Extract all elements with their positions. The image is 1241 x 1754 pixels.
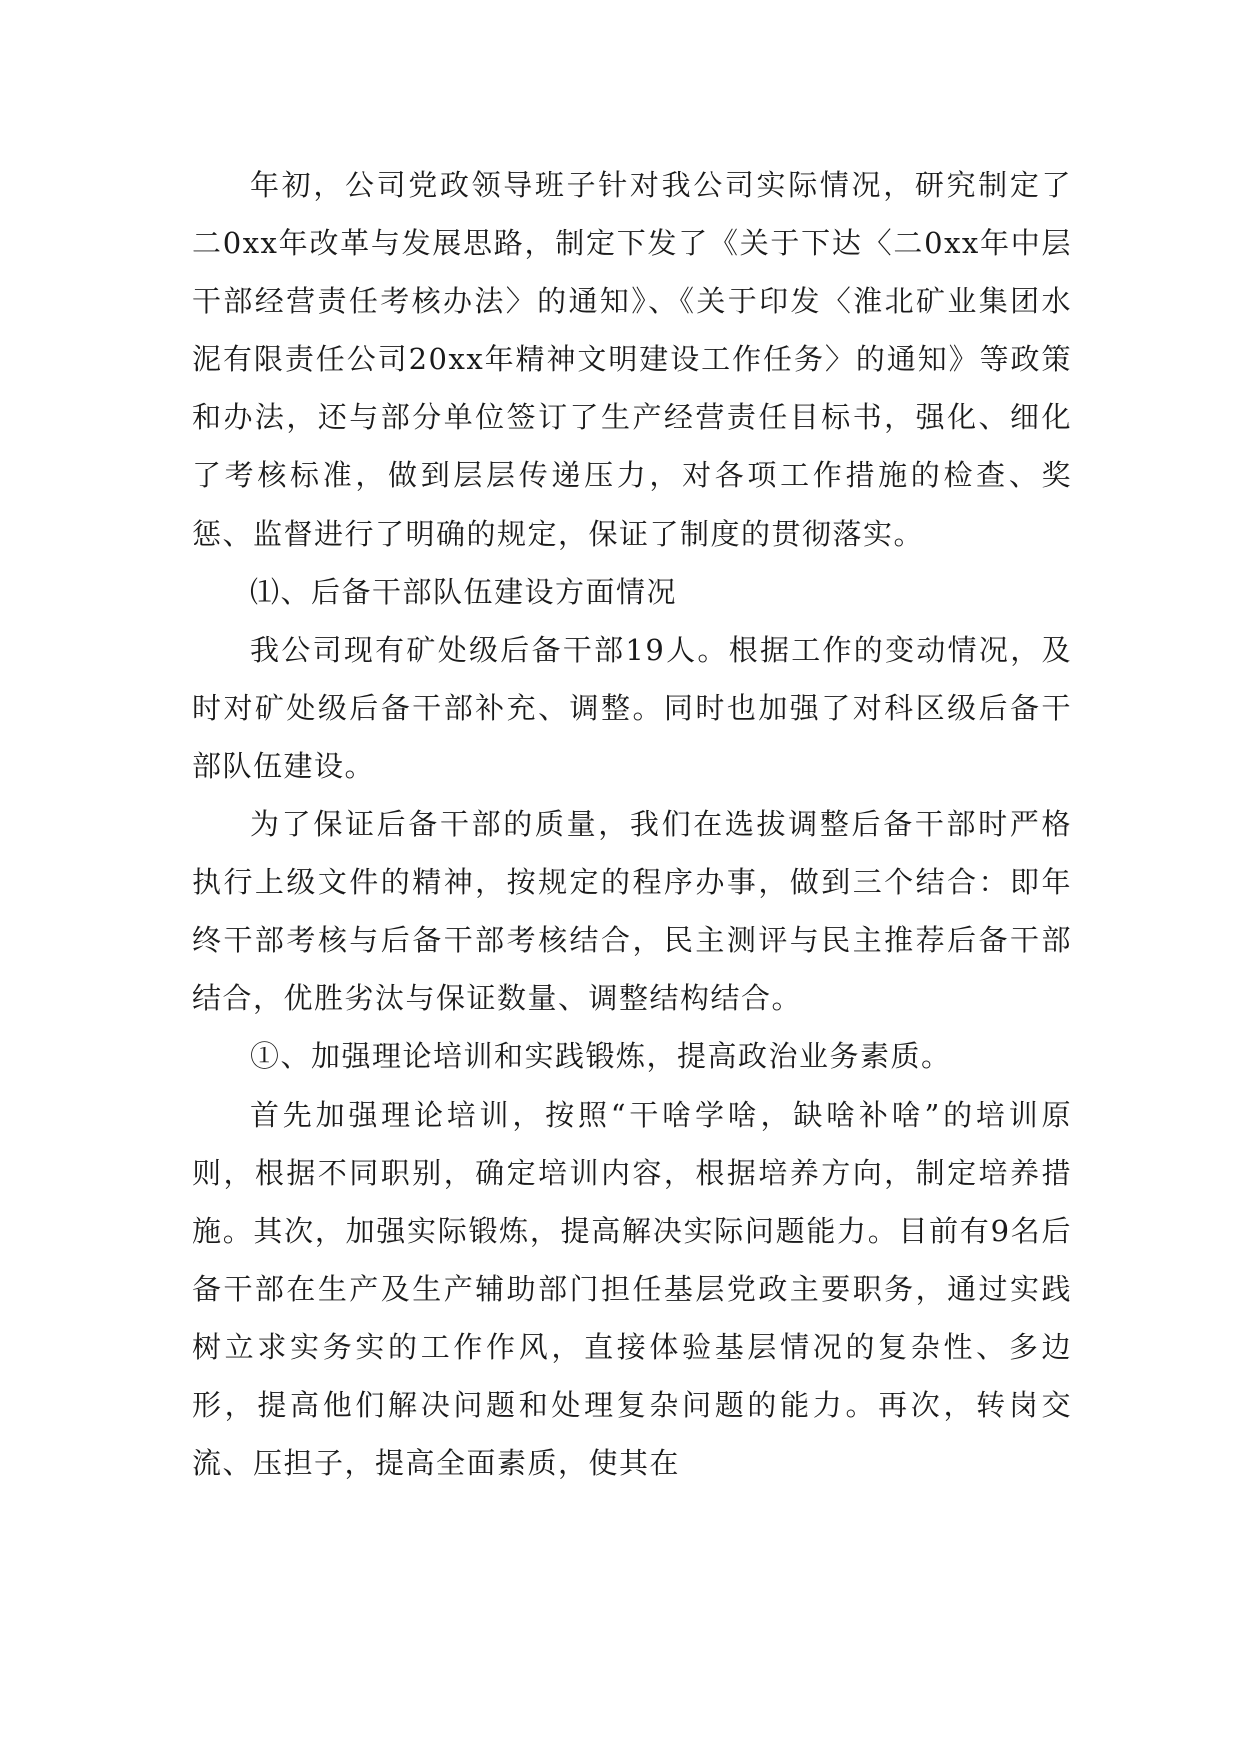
paragraph-intro: 年初，公司党政领导班子针对我公司实际情况，研究制定了二0xx年改革与发展思路，制定下发了《关于下达〈二0xx年中层干部经营责任考核办法〉的通知》、《关于印发〈淮北矿业集团水泥有限责任公司20xx年精神文明建设工作任务〉的通知》等政策和办法，还与部分单位签订了生产经营责任目标书，强化、细化了考核标准，做到层层传递压力，对各项工作措施的检查、奖惩、监督进行了明确的规定，保证了制度的贯彻落实。 bbox=[192, 168, 1072, 551]
document-body bbox=[192, 156, 1072, 1492]
paragraph-training-details: 首先加强理论培训，按照“干啥学啥，缺啥补啥”的培训原则，根据不同职别，确定培训内容，根据培养方向，制定培养措施。其次，加强实际锻炼，提高解决实际问题能力。目前有9名后备干部在生产及生产辅助部门担任基层党政主要职务，通过实践树立求实务实的工作作风，直接体验基层情况的复杂性、多边形，提高他们解决问题和处理复杂问题的能力。再次，转岗交流、压担子，提高全面素质，使其在 bbox=[192, 1097, 1072, 1481]
section-heading-reserve-cadres: ⑴、后备干部队伍建设方面情况 bbox=[250, 574, 678, 609]
paragraph-selection-quality: 为了保证后备干部的质量，我们在选拔调整后备干部时严格执行上级文件的精神，按规定的程序办事，做到三个结合：即年终干部考核与后备干部考核结合，民主测评与民主推荐后备干部结合，优胜劣汰与保证数量、调整结构结合。 bbox=[192, 807, 1072, 1016]
subsection-heading-training: ①、加强理论培训和实践锻炼，提高政治业务素质。 bbox=[250, 1039, 952, 1074]
paragraph-reserve-count: 我公司现有矿处级后备干部19人。根据工作的变动情况，及时对矿处级后备干部补充、调整。同时也加强了对科区级后备干部队伍建设。 bbox=[192, 632, 1072, 783]
